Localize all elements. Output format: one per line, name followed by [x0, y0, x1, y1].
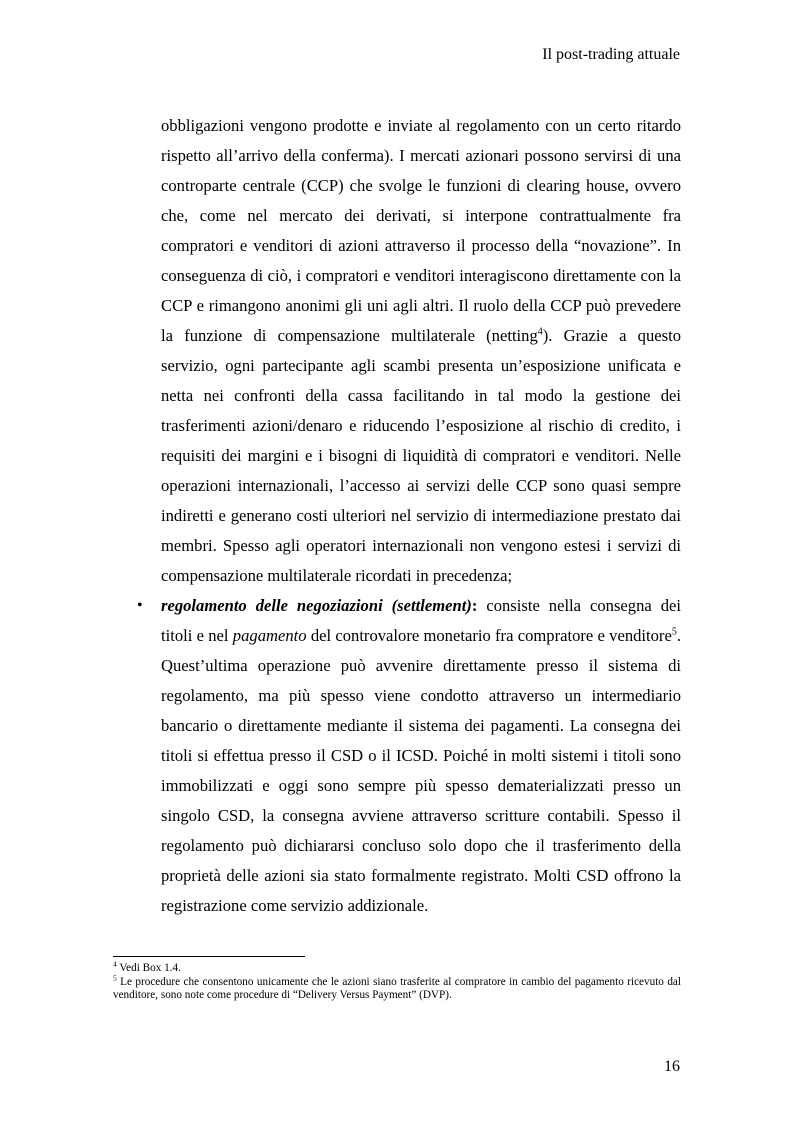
- running-header: Il post-trading attuale: [542, 46, 680, 63]
- bullet-icon: •: [137, 597, 143, 614]
- footnote-ref-4[interactable]: 4: [537, 326, 543, 338]
- footnote-5-text: Le procedure che consentono unicamente che le azioni siano trasferite al compratore in cambio del pagamento ricevuto dal venditore, sono note come procedure di “Delivery Versus Payment” (DVP).: [113, 975, 681, 1001]
- bullet-italic-word: pagamento: [232, 626, 307, 645]
- bullet-text-b: del controvalore monetario fra compratore e venditore: [306, 626, 672, 645]
- paragraph-ccp-text-a: obbligazioni vengono prodotte e inviate al regolamento con un certo ritardo rispetto all’arrivo della conferma). I mercati azionari possono servirsi di una controparte centrale (CCP) che svolge le funzioni di clearing house, ovvero che, come nel mercato dei derivati, si interpone contrattualmente fra compratori e venditori di azioni attraverso il processo della “novazione”. In conseguenza di ciò, i compratori e venditori interagiscono direttamente con la CCP e rimangono anonimi gli uni agli altri. Il ruolo della CCP può prevedere la funzione di compensazione multilaterale (netting: [161, 116, 681, 345]
- bullet-colon: :: [471, 596, 478, 615]
- paragraph-ccp: [161, 111, 681, 591]
- footnote-divider: [113, 956, 305, 957]
- bullet-text-c: . Quest’ultima operazione può avvenire direttamente presso il sistema di regolamento, ma più spesso viene condotto attraverso un intermediario bancario o direttamente mediante il sistema dei pagamenti. La consegna dei titoli si effettua presso il CSD o il ICSD. Poiché in molti sistemi i titoli sono immobilizzati e oggi sono sempre più spesso dematerializzati presso un singolo CSD, la consegna avviene attraverso scritture contabili. Spesso il regolamento può dichiararsi concluso solo dopo che il trasferimento della proprietà delle azioni sia stato formalmente registrato. Molti CSD offrono la registrazione come servizio addizionale.: [161, 626, 681, 915]
- footnote-4: [113, 959, 681, 976]
- footnotes: [113, 959, 681, 1003]
- page-number: 16: [664, 1058, 680, 1075]
- bullet-term: regolamento delle negoziazioni (settlement): [161, 596, 472, 615]
- footnote-4-text: Vedi Box 1.4.: [116, 962, 181, 974]
- paragraph-ccp-text-b: ). Grazie a questo servizio, ogni partecipante agli scambi presenta un’esposizione unificata e netta nei confronti della cassa facilitando in tal modo la gestione dei trasferimenti azioni/denaro e riducendo l’esposizione al rischio di credito, i requisiti dei margini e i bisogni di liquidità di compratori e venditori. Nelle operazioni internazionali, l’accesso ai servizi delle CCP sono quasi sempre indiretti e generano costi ulteriori nel servizio di intermediazione prestato dai membri. Spesso agli operatori internazionali non vengono estesi i servizi di compensazione multilaterale ricordati in precedenza;: [161, 326, 681, 585]
- footnote-4-number: 4: [113, 959, 117, 969]
- footnote-ref-5[interactable]: 5: [671, 626, 677, 638]
- footnote-5-number: 5: [113, 972, 117, 982]
- body-text: [137, 111, 681, 921]
- bullet-item-settlement: [137, 591, 681, 921]
- bullet-paragraph: [161, 591, 681, 921]
- bullet-text-a: consiste nella consegna dei titoli e nel: [161, 596, 681, 645]
- footnote-5: [113, 972, 681, 1003]
